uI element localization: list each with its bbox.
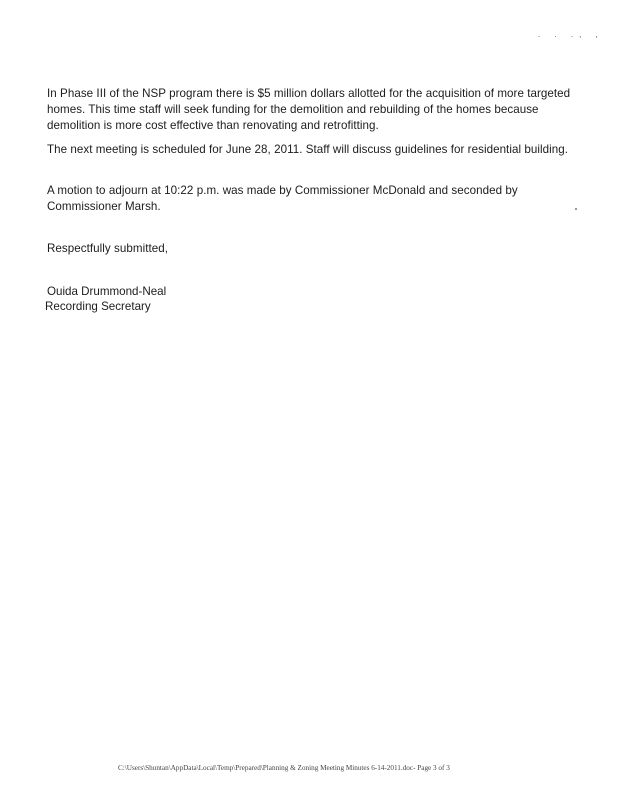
signature-name: Ouida Drummond-Neal <box>47 285 167 298</box>
paragraph-next-meeting: The next meeting is scheduled for June 28, 2011. Staff will discuss guidelines for residential building. <box>47 143 568 156</box>
paragraph-nsp-phase-three: In Phase III of the NSP program there is $5 million dollars allotted for the acquisition of more targeted homes. This time staff will seek funding for the demolition and rebuilding of the homes because demolition is more cost effective than renovating and retrofitting. <box>47 87 571 132</box>
paragraph-adjourn-motion: A motion to adjourn at 10:22 p.m. was made by Commissioner McDonald and seconded by Commissioner Marsh. <box>47 184 518 213</box>
signature-title: Recording Secretary <box>45 300 151 313</box>
page-footer-path: C:\Users\Shuntan\AppData\Local\Temp\Prepared\Planning & Zoning Meeting Minutes 6-14-2011.doc- Page 3 of 3 <box>118 764 450 772</box>
closing-salutation: Respectfully submitted, <box>47 242 169 255</box>
scan-speck <box>575 208 577 210</box>
scan-corner-marks: . . ., , <box>538 30 604 39</box>
